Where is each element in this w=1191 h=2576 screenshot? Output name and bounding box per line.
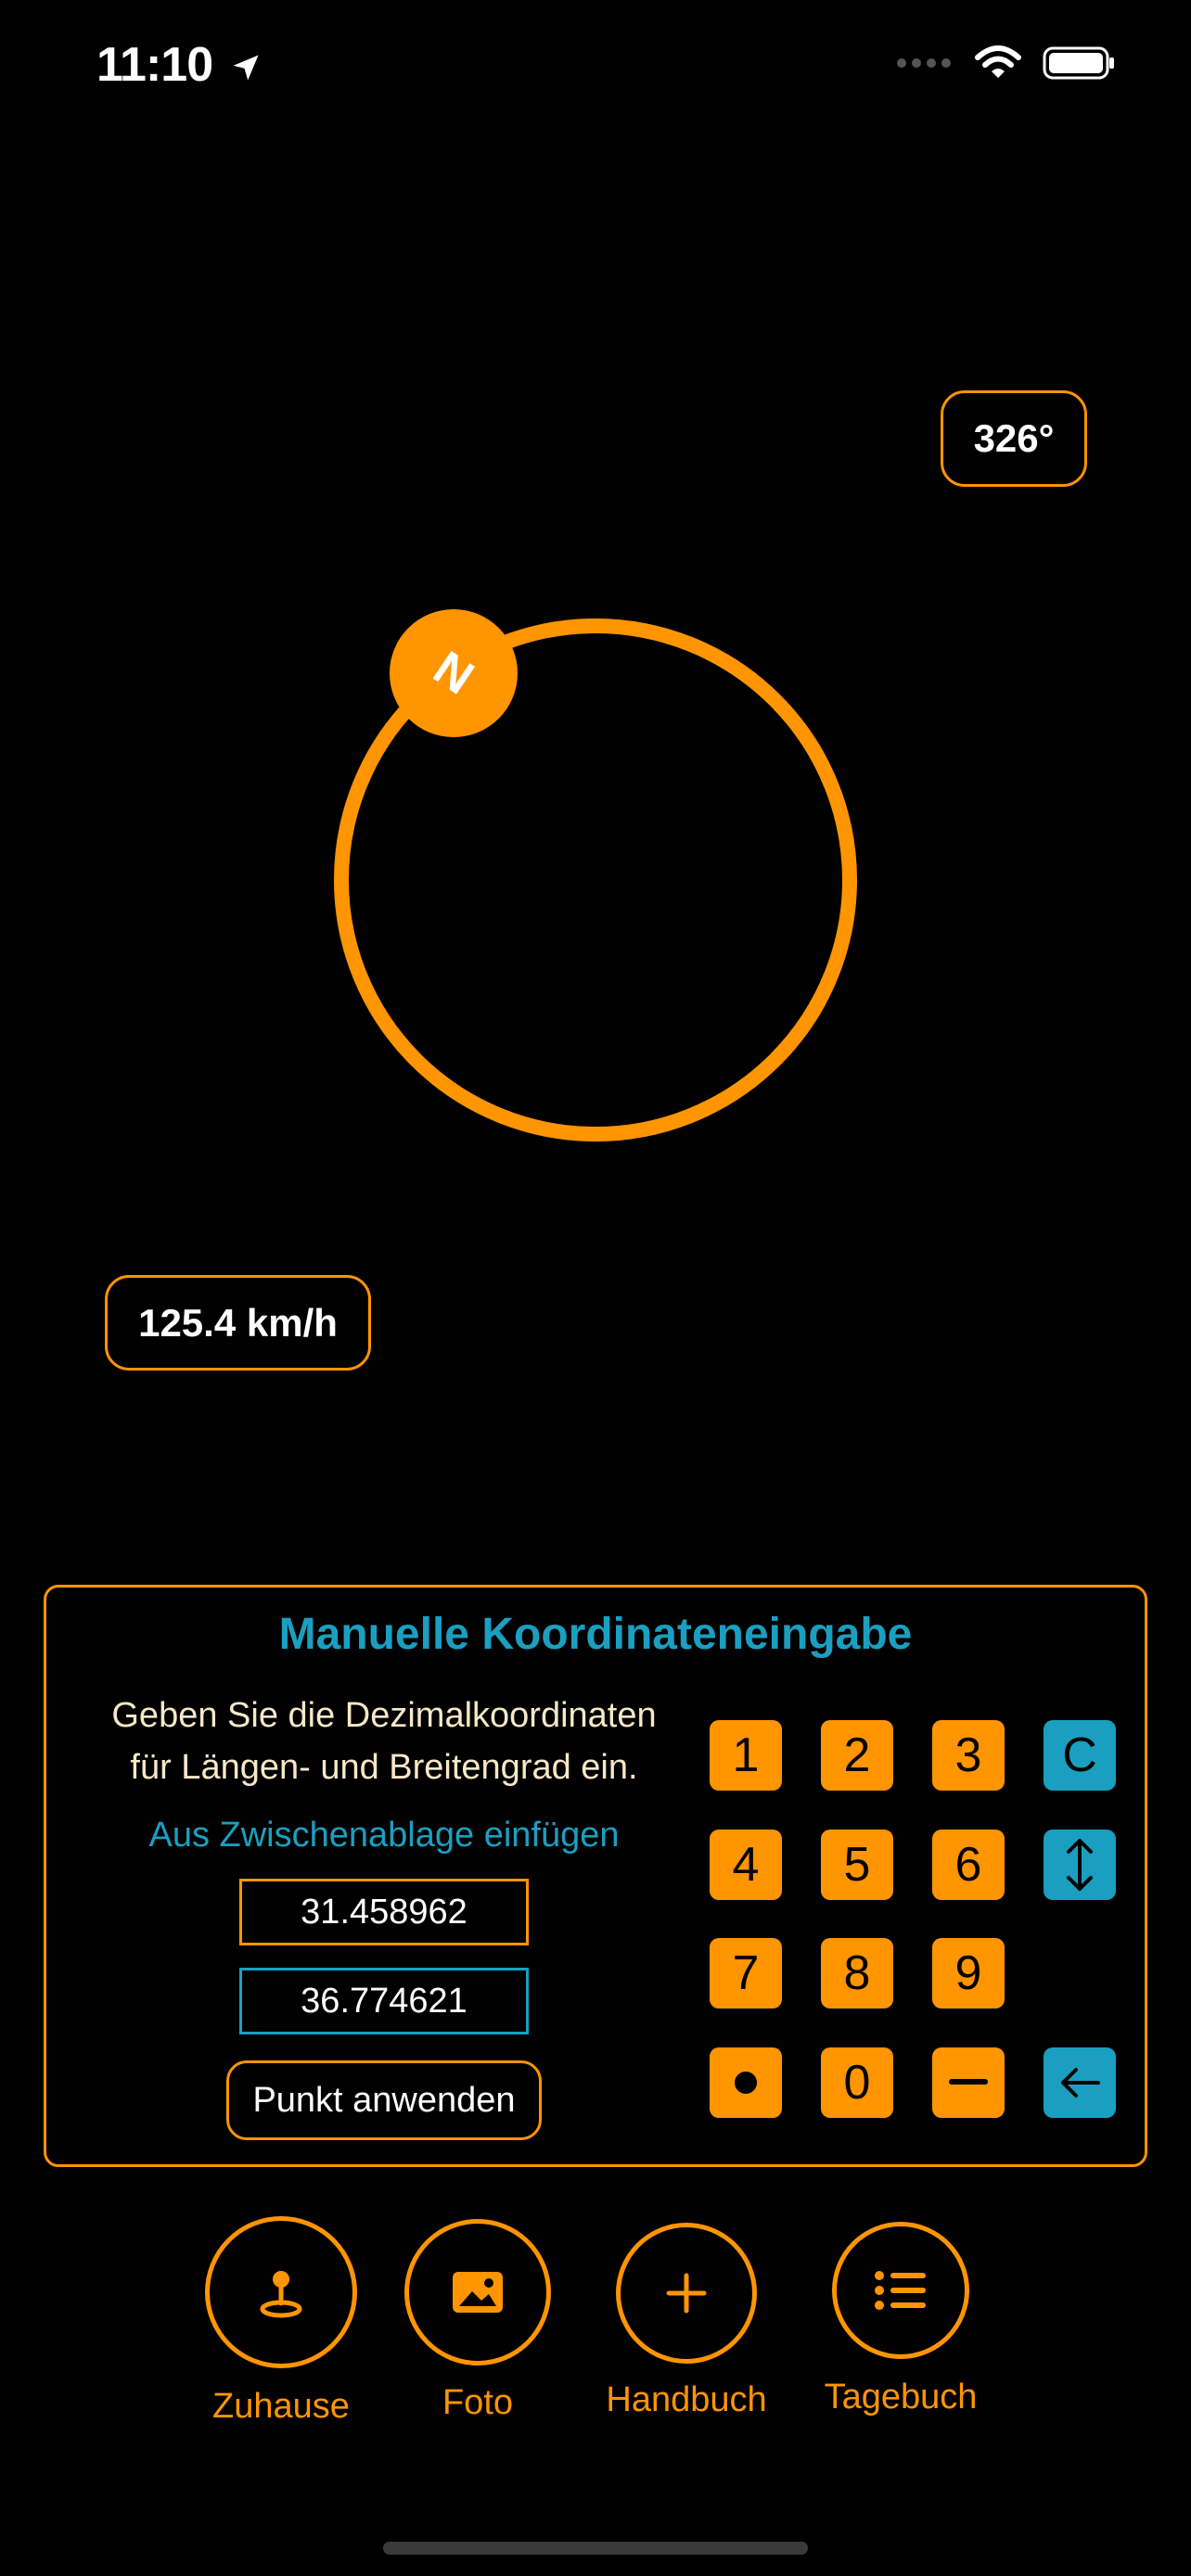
nav-home-label[interactable]: Zuhause: [212, 2387, 350, 2426]
wifi-icon: [974, 45, 1022, 82]
key-9[interactable]: 9: [932, 1938, 1005, 2009]
key-8[interactable]: 8: [821, 1938, 893, 2009]
key-6[interactable]: 6: [932, 1830, 1005, 1900]
nav-manual-label[interactable]: Handbuch: [606, 2380, 767, 2419]
key-clear[interactable]: C: [1044, 1720, 1116, 1791]
dot-icon: [734, 2071, 758, 2095]
paste-from-clipboard-link[interactable]: Aus Zwischenablage einfügen: [148, 1816, 620, 1855]
nav-home-button[interactable]: [205, 2216, 357, 2368]
key-backspace[interactable]: [1044, 2047, 1116, 2118]
longitude-field[interactable]: [239, 1968, 529, 2034]
apply-point-button[interactable]: [226, 2060, 542, 2140]
swap-vertical-icon: [1061, 1837, 1098, 1893]
key-swap[interactable]: [1044, 1830, 1116, 1900]
key-2[interactable]: 2: [821, 1720, 893, 1791]
compass-north-marker: [390, 609, 518, 737]
heading-badge: [941, 390, 1087, 487]
key-decimal[interactable]: [710, 2047, 782, 2118]
list-icon: [874, 2269, 928, 2312]
home-pin-icon: [251, 2263, 311, 2322]
battery-icon: [1043, 45, 1117, 82]
status-time-text: 11:10: [96, 38, 213, 92]
nav-log-label[interactable]: Tagebuch: [824, 2378, 978, 2417]
apply-point-label: Punkt anwenden: [252, 2080, 516, 2120]
cellular-signal-icon: [896, 57, 954, 70]
speed-value: 125.4 km/h: [138, 1300, 338, 1345]
status-icons: [896, 45, 1117, 82]
nav-photo-label[interactable]: Foto: [442, 2383, 514, 2422]
latitude-value: 31.458962: [301, 1892, 467, 1932]
nav-photo-button[interactable]: [404, 2219, 551, 2366]
nav-manual-button[interactable]: [616, 2223, 757, 2364]
speed-badge: [105, 1275, 371, 1371]
key-minus[interactable]: [932, 2047, 1005, 2118]
location-arrow-icon: [229, 51, 263, 84]
key-0[interactable]: 0: [821, 2047, 893, 2118]
photo-icon: [450, 2269, 506, 2315]
key-5[interactable]: 5: [821, 1830, 893, 1900]
minus-icon: [949, 2079, 988, 2086]
panel-description: Geben Sie die Dezimalkoordinaten für Längen- und Breitengrad ein.: [111, 1696, 657, 1787]
heading-value: 326°: [973, 416, 1055, 460]
panel-title: Manuelle Koordinateneingabe: [278, 1610, 913, 1659]
status-time: [96, 37, 263, 93]
key-1[interactable]: 1: [710, 1720, 782, 1791]
arrow-left-icon: [1057, 2064, 1102, 2101]
latitude-field[interactable]: [239, 1879, 529, 1945]
north-label: N: [424, 641, 483, 706]
key-7[interactable]: 7: [710, 1938, 782, 2009]
nav-log-button[interactable]: [832, 2222, 969, 2359]
plus-icon: [665, 2272, 708, 2315]
longitude-value: 36.774621: [301, 1981, 467, 2021]
key-3[interactable]: 3: [932, 1720, 1005, 1791]
key-4[interactable]: 4: [710, 1830, 782, 1900]
home-indicator[interactable]: [383, 2542, 808, 2555]
